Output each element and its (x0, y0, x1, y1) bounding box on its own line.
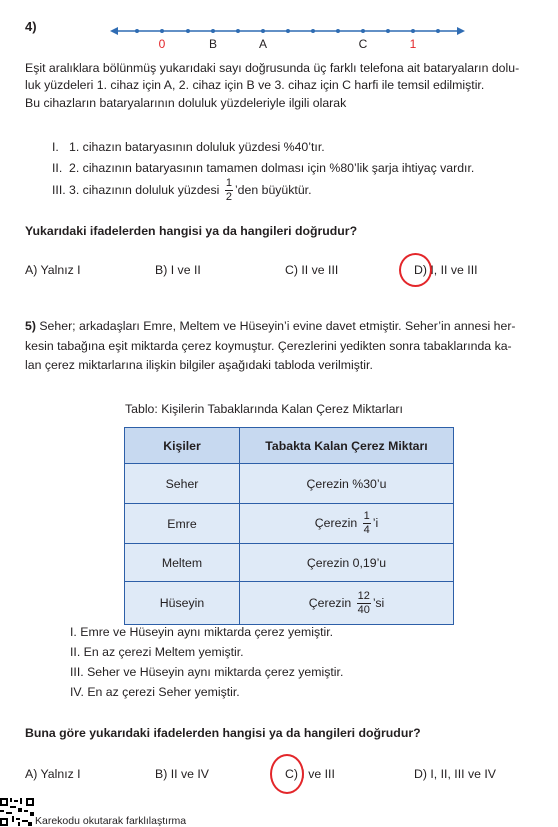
q4-statement-2-text: 2. cihazının bataryasının tamamen dolması için %80’lik şarja ihtiyaç vardır. (69, 161, 475, 175)
amount-suffix: ’si (372, 595, 385, 610)
tick-8 (311, 29, 315, 33)
label-zero: 0 (158, 37, 166, 51)
fraction-numerator: 12 (357, 589, 370, 602)
tick-13 (436, 29, 440, 33)
amount-fraction (363, 511, 371, 536)
header-person: Kişiler (125, 428, 240, 464)
label-one: 1 (409, 37, 417, 51)
number-line (110, 22, 465, 52)
q5-paragraph-line-2: kesin tabağına eşit miktarda çerez koymuştur. Çerezlerini yedikten sonra tabaklarında ka- (25, 339, 512, 353)
q4-statement-3-fraction (225, 178, 233, 203)
fraction-numerator: 1 (225, 177, 232, 189)
q5-option-b[interactable]: B) II ve IV (155, 767, 209, 781)
q4-paragraph-line-3: Bu cihazların bataryalarının doluluk yüzdeleriyle ilgili olarak (25, 96, 347, 110)
q4-statement-2-number: II. (52, 161, 63, 175)
q4-statement-1-text: 1. cihazın bataryasının doluluk yüzdesi %40’tır. (69, 140, 325, 154)
q4-option-a[interactable]: A) Yalnız I (25, 263, 81, 277)
question-4-number: 4) (25, 19, 37, 34)
cell-person: Emre (125, 504, 240, 544)
q4-statement-3-suffix: ’den büyüktür. (234, 182, 312, 197)
q4-statement-1-number: I. (52, 140, 59, 154)
q5-statement-1: I. Emre ve Hüseyin aynı miktarda çerez yemiştir. (70, 625, 334, 639)
fraction-numerator: 1 (363, 510, 370, 522)
fraction-denominator: 2 (225, 191, 232, 203)
number-line-left-arrow (110, 27, 118, 35)
amount-suffix: ’i (372, 515, 379, 530)
cell-person: Hüseyin (125, 582, 240, 625)
q4-statement-3 (52, 178, 312, 203)
q4-statement-3-text: 3. cihazının doluluk yüzdesi (69, 182, 220, 197)
cerez-table (124, 427, 454, 625)
tick-b (211, 29, 215, 33)
q4-option-b[interactable]: B) I ve II (155, 263, 201, 277)
cell-amount: Çerezin %30’u (240, 464, 454, 504)
q4-statement-1 (52, 139, 325, 156)
tick-1 (135, 29, 139, 33)
tick-3 (186, 29, 190, 33)
q5-statement-2: II. En az çerezi Meltem yemiştir. (70, 645, 244, 659)
qr-caption: Karekodu okutarak farklılaştırma (35, 815, 187, 827)
table-header-row (125, 428, 454, 464)
header-amount: Tabakta Kalan Çerez Miktarı (240, 428, 454, 464)
table-row (125, 464, 454, 504)
table-row (125, 504, 454, 544)
tick-7 (286, 29, 290, 33)
fraction-denominator: 40 (357, 603, 370, 616)
label-b: B (208, 37, 218, 51)
tick-zero (160, 29, 164, 33)
q4-question: Yukarıdaki ifadelerden hangisi ya da hangileri doğrudur? (25, 224, 358, 238)
tick-11 (386, 29, 390, 33)
label-a: A (258, 37, 268, 51)
q4-option-d[interactable]: D) I, II ve III (414, 263, 478, 277)
qr-code-icon (0, 798, 34, 826)
tick-5 (236, 29, 240, 33)
q5-option-a[interactable]: A) Yalnız I (25, 767, 81, 781)
q4-statement-3-number: III. (52, 182, 66, 197)
q5-statement-4: IV. En az çerezi Seher yemiştir. (70, 685, 240, 699)
q5-question: Buna göre yukarıdaki ifadelerden hangisi ya da hangileri doğrudur? (25, 726, 421, 740)
cell-amount: Çerezin 0,19’u (240, 544, 454, 582)
q5-paragraph-line-1 (25, 318, 516, 335)
amount-fraction (357, 591, 371, 616)
q5-statement-3: III. Seher ve Hüseyin aynı miktarda çerez yemiştir. (70, 665, 344, 679)
answer-circle-q4 (399, 253, 432, 287)
question-5-number: 5) (25, 319, 36, 333)
tick-9 (336, 29, 340, 33)
number-line-right-arrow (457, 27, 465, 35)
cell-amount (240, 504, 454, 544)
amount-prefix: Çerezin (314, 515, 358, 530)
table-title: Tablo: Kişilerin Tabaklarında Kalan Çerez Miktarları (125, 402, 403, 416)
cell-person: Seher (125, 464, 240, 504)
q4-option-c[interactable]: C) II ve III (285, 263, 339, 277)
q4-paragraph-line-1: Eşit aralıklara bölünmüş yukarıdaki sayı doğrusunda üç farklı telefona ait bataryaların dolu- (25, 61, 520, 75)
q5-paragraph-line-3: lan çerez miktarlarına ilişkin bilgiler aşağıdaki tabloda verilmiştir. (25, 358, 373, 372)
label-c: C (358, 37, 368, 51)
fraction-denominator: 4 (363, 524, 370, 536)
amount-prefix: Çerezin (308, 595, 352, 610)
q4-statement-2 (52, 160, 474, 177)
q5-option-c[interactable]: C) I ve III (285, 767, 335, 781)
tick-one (411, 29, 415, 33)
tick-a (261, 29, 265, 33)
table-row (125, 544, 454, 582)
q5-paragraph-text-1: Seher; arkadaşları Emre, Meltem ve Hüseyin’i evine davet etmiştir. Seher’in annesi her- (39, 319, 516, 333)
table-row (125, 582, 454, 625)
answer-circle-q5 (270, 754, 304, 794)
q5-option-d[interactable]: D) I, II, III ve IV (414, 767, 496, 781)
q4-paragraph-line-2: luk yüzdeleri 1. cihaz için A, 2. cihaz için B ve 3. cihaz için C harfi ile temsil edilmiştir. (25, 78, 485, 92)
tick-c (361, 29, 365, 33)
cell-amount (240, 582, 454, 625)
cell-person: Meltem (125, 544, 240, 582)
